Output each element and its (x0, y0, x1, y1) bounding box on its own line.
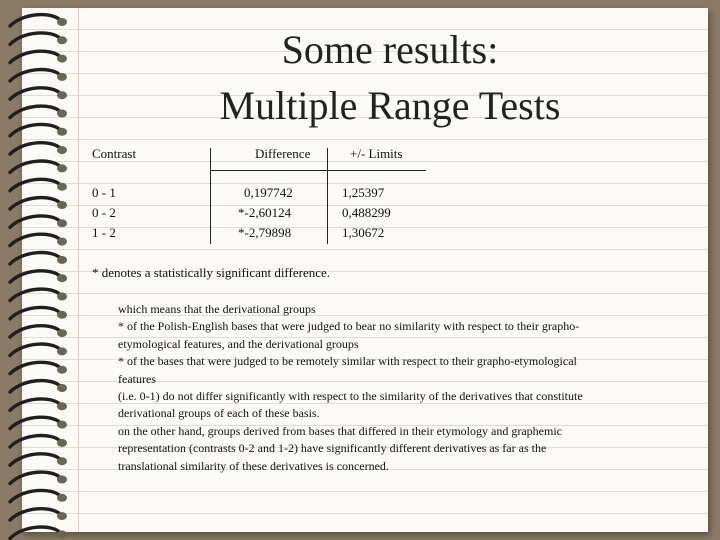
binding-hole (57, 311, 67, 319)
explanation-line: derivational groups of each of these basis. (118, 406, 320, 421)
header-rule (210, 170, 426, 171)
explanation-line: features (118, 371, 156, 386)
spiral-ring (10, 106, 60, 117)
binding-hole (57, 55, 67, 63)
spiral-ring (10, 51, 60, 62)
spiral-ring (10, 381, 60, 392)
spiral-binding (0, 0, 80, 540)
spiral-ring (10, 198, 60, 209)
spiral-ring (10, 417, 60, 428)
column-divider-1 (210, 148, 211, 244)
binding-hole (57, 238, 67, 246)
binding-hole (57, 256, 67, 264)
spiral-ring (10, 362, 60, 373)
binding-hole (57, 73, 67, 81)
explanation-line: on the other hand, groups derived from bases that differed in their etymology and graphemic (118, 423, 562, 438)
spiral-ring (10, 289, 60, 300)
slide-title-line-2: Multiple Range Tests (219, 83, 561, 128)
row-2-contrast: 1 - 2 (92, 225, 116, 240)
row-2-limits: 1,30672 (342, 225, 385, 240)
binding-hole (57, 530, 67, 538)
binding-hole (57, 402, 67, 410)
explanation-line: etymological features, and the derivational groups (118, 336, 359, 351)
binding-hole (57, 219, 67, 227)
spiral-ring (10, 216, 60, 227)
spiral-ring (10, 326, 60, 337)
spiral-ring (10, 527, 60, 538)
spiral-ring (10, 33, 60, 44)
spiral-ring (10, 490, 60, 501)
binding-hole (57, 110, 67, 118)
spiral-ring (10, 344, 60, 355)
spiral-ring (10, 271, 60, 282)
row-2-difference: *-2,79898 (238, 225, 292, 240)
row-1-limits: 0,488299 (342, 205, 391, 220)
binding-hole (57, 91, 67, 99)
binding-hole (57, 494, 67, 502)
spiral-ring (10, 88, 60, 99)
spiral-ring (10, 399, 60, 410)
spiral-ring (10, 509, 60, 520)
binding-hole (57, 457, 67, 465)
header-contrast: Contrast (92, 146, 137, 161)
spiral-ring (10, 179, 60, 190)
binding-hole (57, 164, 67, 172)
binding-hole (57, 439, 67, 447)
spiral-ring (10, 472, 60, 483)
binding-hole (57, 366, 67, 374)
explanation-line: which means that the derivational groups (118, 302, 316, 316)
binding-hole (57, 36, 67, 44)
binding-hole (57, 476, 67, 484)
binding-hole (57, 128, 67, 136)
binding-hole (57, 421, 67, 429)
binding-hole (57, 274, 67, 282)
row-1-difference: *-2,60124 (238, 205, 292, 220)
explanation-line: (i.e. 0-1) do not differ significantly with respect to the similarity of the derivatives that constitute (118, 389, 583, 404)
spiral-ring (10, 15, 60, 26)
binding-hole (57, 146, 67, 154)
header-limits: +/- Limits (350, 146, 403, 161)
column-divider-2 (327, 148, 328, 244)
binding-hole (57, 293, 67, 301)
spiral-ring (10, 69, 60, 80)
explanation-line: translational similarity of these derivatives is concerned. (118, 458, 389, 473)
binding-hole (57, 201, 67, 209)
row-0-limits: 1,25397 (342, 185, 385, 200)
spiral-ring (10, 454, 60, 465)
explanation-line: representation (contrasts 0-2 and 1-2) have significantly different derivatives as far as the (118, 441, 547, 456)
spiral-ring (10, 124, 60, 135)
significance-footnote: * denotes a statistically significant difference. (92, 265, 331, 280)
row-0-contrast: 0 - 1 (92, 185, 116, 200)
binding-hole (57, 329, 67, 337)
explanation-line: * of the bases that were judged to be remotely similar with respect to their grapho-etymological (118, 354, 577, 369)
spiral-ring (10, 435, 60, 446)
explanation-line: * of the Polish-English bases that were judged to bear no similarity with respect to their grapho- (118, 319, 580, 334)
binding-hole (57, 18, 67, 26)
row-1-contrast: 0 - 2 (92, 205, 116, 220)
spiral-ring (10, 234, 60, 245)
spiral-ring (10, 143, 60, 154)
slide-title-line-1: Some results: (281, 27, 499, 72)
row-0-difference: 0,197742 (244, 185, 293, 200)
spiral-ring (10, 252, 60, 263)
binding-hole (57, 512, 67, 520)
binding-hole (57, 347, 67, 355)
binding-hole (57, 384, 67, 392)
header-difference: Difference (255, 146, 311, 161)
binding-hole (57, 183, 67, 191)
spiral-ring (10, 307, 60, 318)
explanation-text (118, 301, 683, 475)
spiral-ring (10, 161, 60, 172)
